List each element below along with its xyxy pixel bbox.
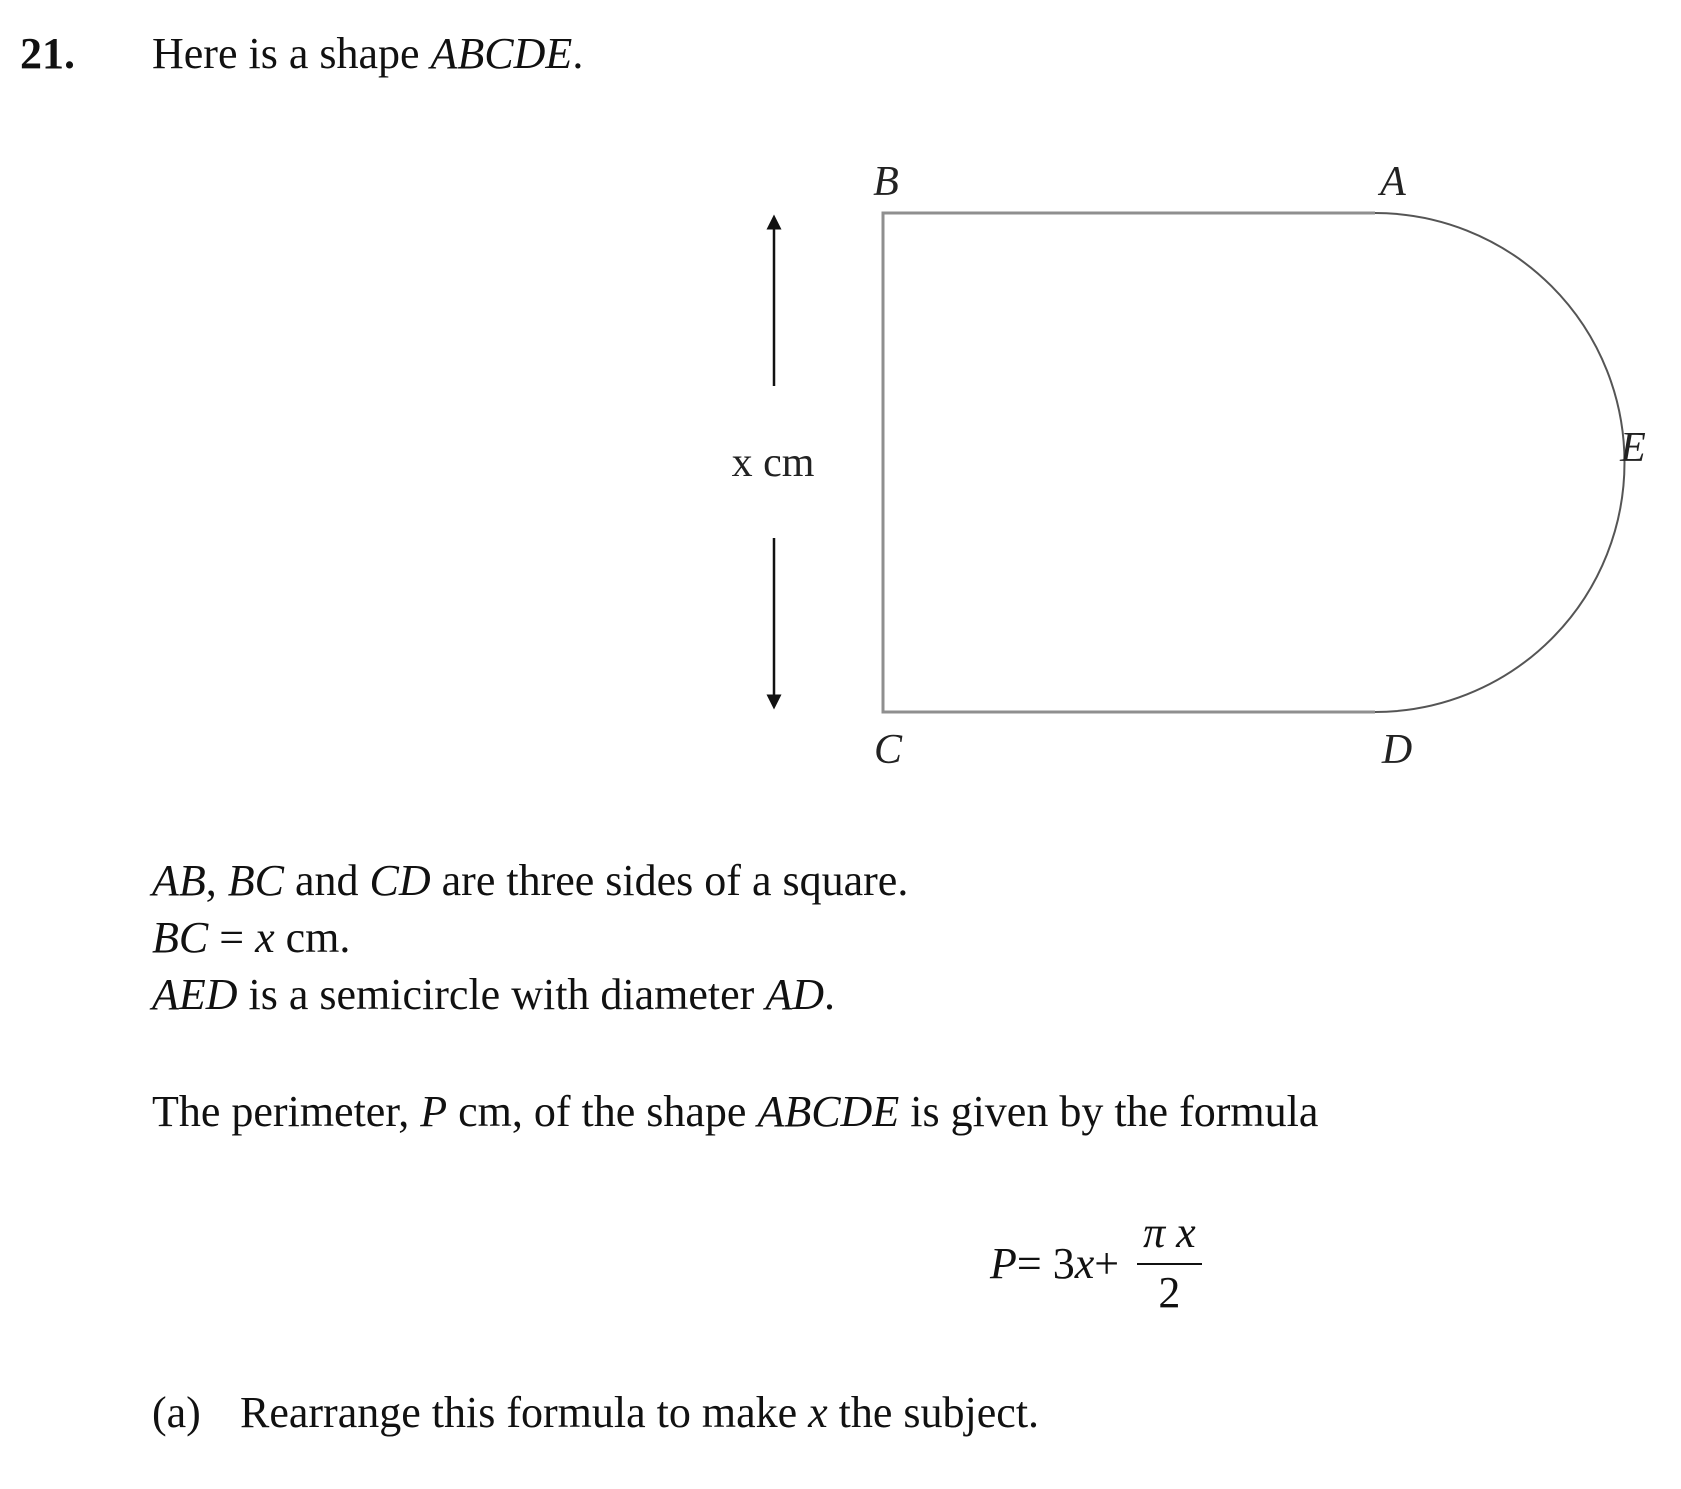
- fact-square-sides: AB, BC and CD are three sides of a square.: [152, 856, 909, 905]
- formula-equals: = 3: [1016, 1238, 1075, 1288]
- fact-bc-length: BC = x cm.: [152, 913, 351, 962]
- segment-ab: AB: [152, 856, 206, 905]
- dimension-label: x cm: [731, 440, 815, 486]
- intro-shape-name: ABCDE: [430, 29, 573, 78]
- variable-x: x: [808, 1388, 828, 1437]
- variable-p: P: [420, 1087, 448, 1136]
- vertex-label-d: D: [1381, 727, 1413, 773]
- vertex-label-a: A: [1380, 159, 1406, 205]
- vertex-label-e: E: [1620, 425, 1646, 471]
- vertex-label-b: B: [873, 159, 899, 205]
- segment-bc: BC: [152, 913, 209, 962]
- question-number: 21.: [20, 29, 75, 78]
- fraction-denominator: 2: [1158, 1268, 1181, 1317]
- perimeter-statement: The perimeter, P cm, of the shape ABCDE is given by the formula: [152, 1087, 1319, 1136]
- fraction-numerator: π x: [1137, 1209, 1202, 1265]
- vertex-label-c: C: [873, 727, 903, 773]
- perimeter-formula: [990, 1198, 1202, 1328]
- segment-cd: CD: [369, 856, 431, 905]
- shape-name: ABCDE: [757, 1087, 900, 1136]
- intro-text: Here is a shape: [152, 29, 431, 78]
- formula-plus: +: [1094, 1238, 1120, 1288]
- fact-semicircle: AED is a semicircle with diameter AD.: [152, 970, 835, 1019]
- arc-aed: AED: [152, 970, 238, 1019]
- diameter-ad: AD: [765, 970, 824, 1019]
- formula-lhs: P: [990, 1238, 1017, 1288]
- segment-bc: BC: [227, 856, 284, 905]
- semicircle-aed: [1375, 213, 1625, 712]
- variable-x: x: [255, 913, 275, 962]
- formula-variable-x: x: [1074, 1238, 1095, 1288]
- formula-fraction: [1137, 1209, 1202, 1317]
- part-a-label: (a): [152, 1388, 201, 1437]
- square-sides-abcd: [883, 213, 1375, 712]
- question-part-a: (a) Rearrange this formula to make x the subject.: [152, 1385, 1039, 1441]
- intro-end: .: [572, 29, 584, 78]
